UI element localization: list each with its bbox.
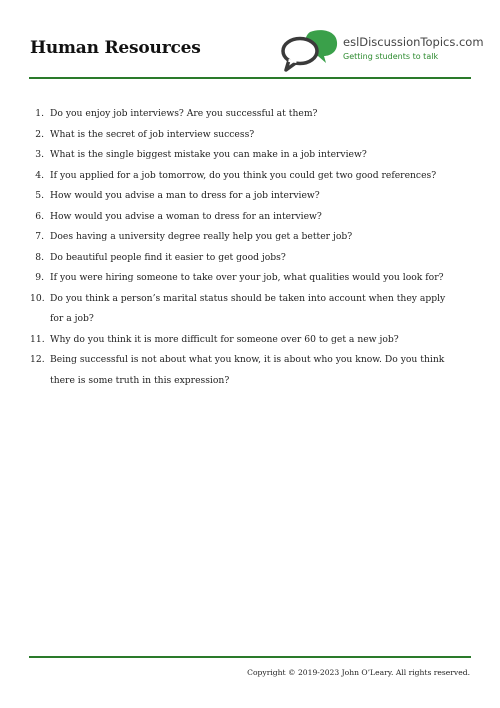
question-item	[30, 330, 460, 351]
question-item	[30, 248, 460, 269]
header-divider	[29, 77, 471, 79]
question-number: 12.	[30, 354, 45, 365]
site-logo[interactable]	[280, 28, 484, 72]
copyright-text: Copyright © 2019-2023 John O’Leary. All rights reserved.	[247, 668, 470, 677]
question-text: What is the single biggest mistake you can make in a job interview?	[50, 149, 367, 160]
question-item	[30, 166, 460, 187]
question-number: 8.	[35, 251, 44, 263]
question-item	[30, 104, 460, 125]
question-text: Why do you think it is more difficult for someone over 60 to get a new job?	[50, 333, 399, 345]
question-list	[30, 104, 460, 391]
question-item	[30, 186, 460, 207]
question-item	[30, 125, 460, 146]
question-text: What is the secret of job interview success?	[50, 128, 255, 140]
question-number: 1.	[35, 108, 44, 119]
question-item	[30, 350, 460, 391]
question-item	[30, 289, 460, 330]
question-text: Do you think a person’s marital status should be taken into account when they apply for a job?	[50, 292, 446, 324]
question-text: How would you advise a man to dress for a job interview?	[50, 190, 320, 201]
question-number: 11.	[30, 333, 45, 345]
question-item	[30, 145, 460, 166]
question-text: Does having a university degree really help you get a better job?	[50, 231, 353, 242]
question-number: 9.	[35, 272, 44, 283]
question-text: If you were hiring someone to take over your job, what qualities would you look for?	[50, 272, 444, 283]
question-number: 6.	[35, 210, 44, 222]
page-title: Human Resources	[30, 38, 201, 58]
question-text: Do beautiful people find it easier to get good jobs?	[50, 251, 286, 263]
question-number: 7.	[35, 231, 44, 242]
question-number: 2.	[35, 128, 44, 140]
question-number: 4.	[35, 169, 44, 181]
question-number: 10.	[30, 292, 45, 304]
question-text: If you applied for a job tomorrow, do you think you could get two good references?	[50, 169, 437, 181]
question-item	[30, 268, 460, 289]
speech-bubbles-icon	[280, 28, 340, 72]
tagline: Getting students to talk	[343, 52, 439, 61]
question-item	[30, 227, 460, 248]
question-text: How would you advise a woman to dress for an interview?	[50, 210, 322, 222]
footer-divider	[29, 656, 471, 658]
question-number: 3.	[35, 149, 44, 160]
question-text: Do you enjoy job interviews? Are you successful at them?	[50, 108, 318, 119]
question-item	[30, 207, 460, 228]
question-text: Being successful is not about what you know, it is about who you know. Do you think there is some truth in this expression?	[50, 354, 445, 386]
brand-name: eslDiscussionTopics.com	[343, 35, 484, 49]
question-number: 5.	[35, 190, 44, 201]
